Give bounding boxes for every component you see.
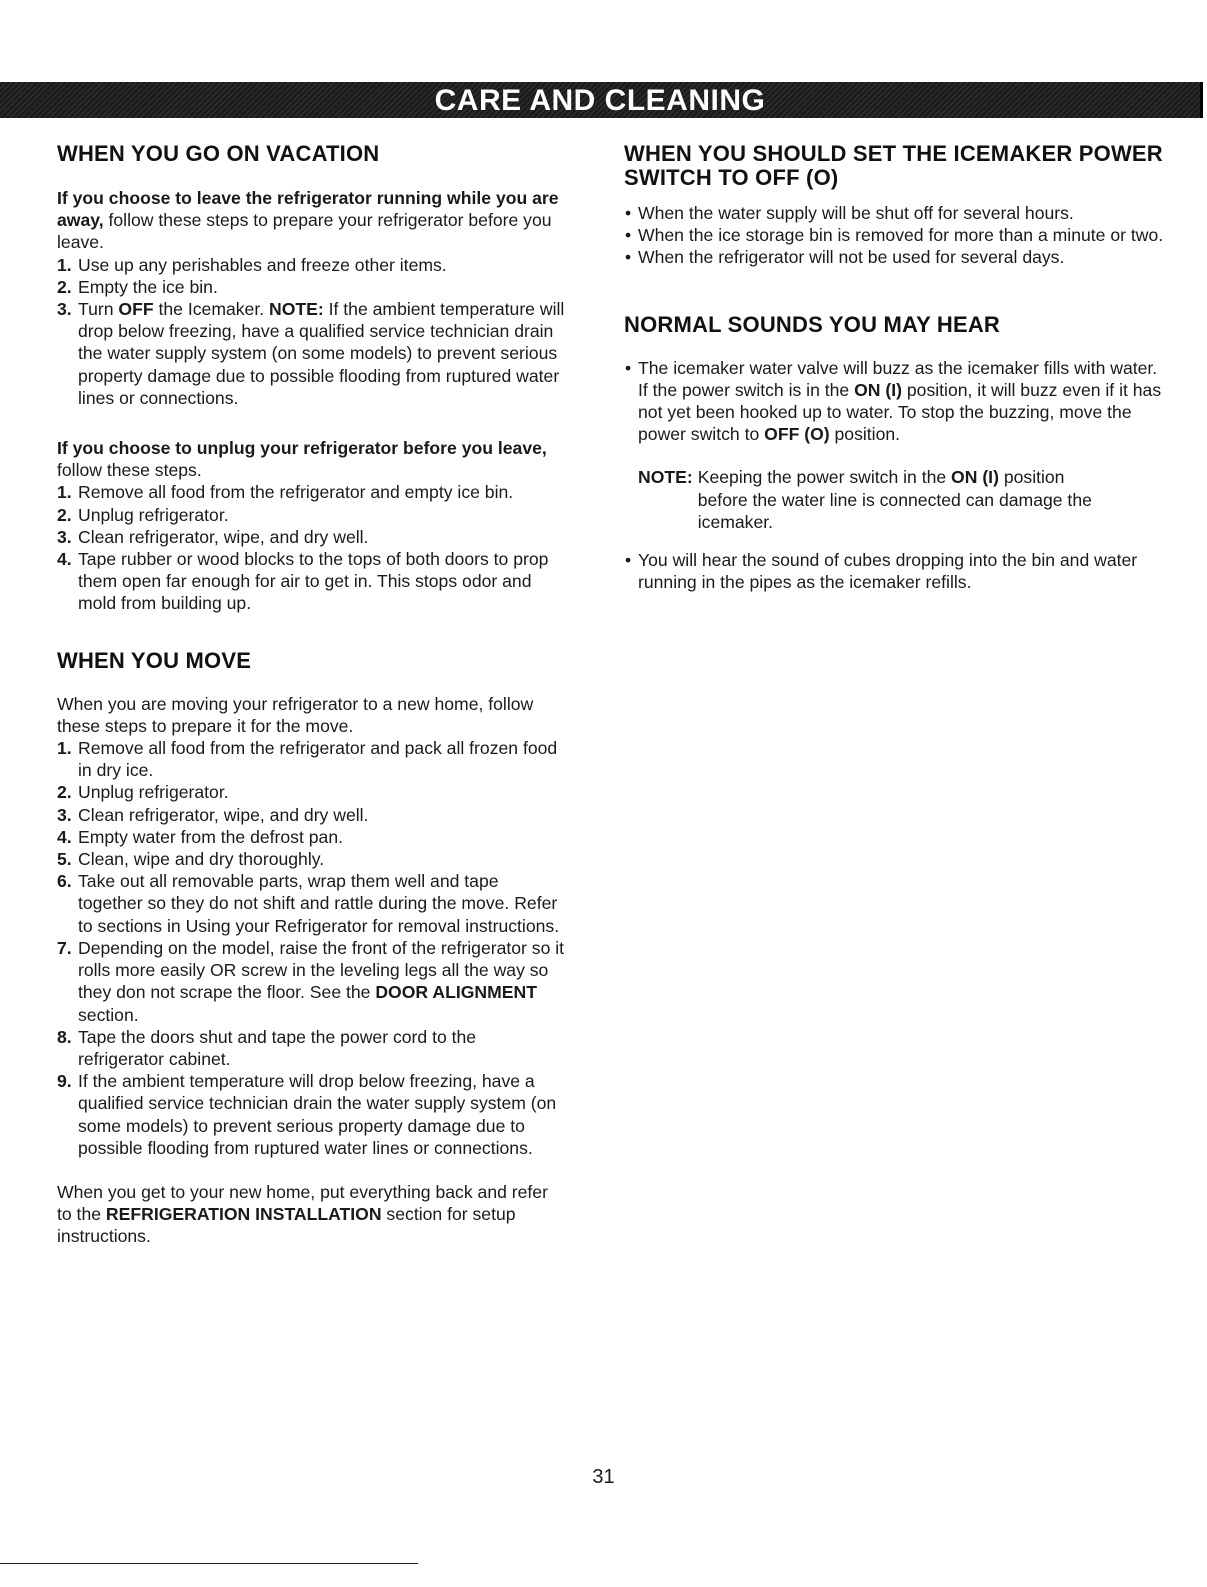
right-column <box>624 142 1164 593</box>
bullet-text: When the ice storage bin is removed for more than a minute or two. <box>638 225 1164 246</box>
step-text: Remove all food from the refrigerator and empty ice bin. <box>78 482 514 503</box>
list-item <box>57 804 567 826</box>
move-closing-text-end: section for setup instructions. <box>57 1204 516 1247</box>
list-item <box>57 1026 567 1070</box>
step-number: 2. <box>57 276 72 297</box>
step-number: 2. <box>57 504 72 525</box>
vacation-running-intro <box>57 187 567 254</box>
step-number: 6. <box>57 871 72 892</box>
step-text: Tape rubber or wood blocks to the tops of both doors to prop them open far enough for air to get in. This stops odor and mold from building up. <box>78 549 549 614</box>
list-item <box>57 937 567 1026</box>
step-number: 3. <box>57 804 72 825</box>
bullet-icon: • <box>625 550 632 571</box>
list-item <box>624 246 1164 268</box>
step-bold: OFF <box>118 299 154 320</box>
step-number: 2. <box>57 782 72 803</box>
step-text: Unplug refrigerator. <box>78 504 229 525</box>
list-item <box>57 848 567 870</box>
step-number: 4. <box>57 549 72 570</box>
step-number: 5. <box>57 849 72 870</box>
list-item <box>57 826 567 848</box>
move-closing-bold: REFRIGERATION INSTALLATION <box>105 1204 382 1225</box>
note-text-part: position before the water line is connected can damage the icemaker. <box>697 467 1092 532</box>
bullet-icon: • <box>625 357 632 378</box>
move-intro: When you are moving your refrigerator to a new home, follow these steps to prepare it for the move. <box>57 693 534 736</box>
step-text: Clean refrigerator, wipe, and dry well. <box>78 526 369 547</box>
list-item <box>57 737 567 781</box>
step-text: If the ambient temperature will drop below freezing, have a qualified service technician drain the water supply system (on some models) to prevent serious property damage due to possible flooding from ruptured water lines or connections. <box>78 1071 557 1158</box>
step-text: Clean, wipe and dry thoroughly. <box>78 849 325 870</box>
note-text-part: Keeping the power switch in the <box>697 467 952 488</box>
sounds-bullets <box>624 357 1164 446</box>
list-item <box>57 781 567 803</box>
step-number: 3. <box>57 526 72 547</box>
icemaker-heading: WHEN YOU SHOULD SET THE ICEMAKER POWER SWITCH TO OFF (O) <box>624 141 1163 190</box>
note-bold: ON (I) <box>951 467 999 488</box>
bullet-bold: ON (I) <box>854 379 902 400</box>
step-text: Remove all food from the refrigerator and pack all frozen food in dry ice. <box>78 738 558 781</box>
step-text: section. <box>78 1004 139 1025</box>
step-text: Depending on the model, raise the front of the refrigerator so it rolls more easily OR screw in the leveling legs all the way so they don not scrape the floor. See the <box>78 937 565 1003</box>
step-number: 1. <box>57 254 72 275</box>
list-item <box>57 298 567 409</box>
left-column <box>57 142 567 1248</box>
bullet-text: position. <box>829 424 901 445</box>
vacation-running-steps <box>57 254 567 409</box>
bullet-text: position, it will buzz even if it has not yet been hooked up to water. To stop the buzzing, move the power switch to <box>638 379 1162 445</box>
icemaker-bullets <box>624 202 1164 269</box>
footer-rule <box>0 1563 418 1564</box>
sounds-heading: NORMAL SOUNDS YOU MAY HEAR <box>624 311 1000 337</box>
bullet-bold: OFF (O) <box>764 424 830 445</box>
list-item <box>624 224 1164 246</box>
list-item <box>57 1070 567 1159</box>
bullet-text: The icemaker water valve will buzz as the icemaker fills with water. If the power switch is in the <box>638 357 1158 400</box>
step-text: Turn <box>78 299 119 320</box>
step-number: 4. <box>57 826 72 847</box>
step-text: Unplug refrigerator. <box>78 782 229 803</box>
step-text: Tape the doors shut and tape the power cord to the refrigerator cabinet. <box>78 1026 477 1069</box>
vacation-unplug-intro <box>57 437 567 481</box>
step-text: Empty water from the defrost pan. <box>78 826 343 847</box>
list-item <box>57 870 567 937</box>
step-text: Take out all removable parts, wrap them well and tape together so they do not shift and rattle during the move. Refer to sections in Using your Refrigerator for removal instructions. <box>78 871 560 936</box>
list-item <box>57 254 567 276</box>
step-text: Empty the ice bin. <box>78 276 218 297</box>
move-closing <box>57 1181 567 1248</box>
vacation-unplug-steps <box>57 481 567 614</box>
bullet-icon: • <box>625 203 632 223</box>
move-steps <box>57 737 567 1159</box>
vacation-running-lead-text: follow these steps to prepare your refrigerator before you leave. <box>57 210 552 253</box>
list-item <box>624 357 1164 446</box>
page-number: 31 <box>592 1466 615 1488</box>
list-item <box>57 548 567 615</box>
step-text: If the ambient temperature will drop below freezing, have a qualified service technician drain the water supply system (on some models) to prevent serious property damage due to possible flooding from ruptured water lines or connections. <box>78 299 565 408</box>
banner-title: CARE AND CLEANING <box>434 84 766 117</box>
step-number: 7. <box>57 937 72 958</box>
list-item <box>57 504 567 526</box>
list-item <box>57 481 567 503</box>
step-text: Use up any perishables and freeze other items. <box>78 254 447 275</box>
move-heading: WHEN YOU MOVE <box>57 647 252 673</box>
step-number: 1. <box>57 738 72 759</box>
list-item <box>57 276 567 298</box>
bullet-icon: • <box>625 247 632 268</box>
vacation-unplug-lead: If you choose to unplug your refrigerator before you leave, <box>57 438 547 459</box>
move-closing-text: When you get to your new home, put everything back and refer to the <box>57 1181 548 1225</box>
step-text: Clean refrigerator, wipe, and dry well. <box>78 804 369 825</box>
step-bold: DOOR ALIGNMENT <box>375 982 537 1003</box>
vacation-heading: WHEN YOU GO ON VACATION <box>57 141 380 166</box>
list-item <box>624 549 1164 593</box>
step-number: 3. <box>57 299 72 320</box>
step-number: 1. <box>57 482 72 503</box>
bullet-text: When the refrigerator will not be used for several days. <box>638 247 1065 268</box>
bullet-text: You will hear the sound of cubes dropping into the bin and water running in the pipes as the icemaker refills. <box>638 550 1138 593</box>
step-number: 8. <box>57 1026 72 1047</box>
vacation-unplug-lead-text: follow these steps. <box>57 460 202 481</box>
note-label: NOTE: <box>638 467 693 488</box>
note-text <box>698 466 1108 533</box>
step-text: the Icemaker. <box>153 299 269 320</box>
note-label: NOTE: <box>269 299 324 320</box>
sounds-note <box>638 466 1164 533</box>
list-item <box>624 202 1164 224</box>
sounds-bullets-2 <box>624 549 1164 593</box>
bullet-icon: • <box>625 225 632 246</box>
bullet-text: When the water supply will be shut off for several hours. <box>638 203 1074 223</box>
vacation-running-lead: If you choose to leave the refrigerator running while you are away, <box>57 188 559 231</box>
section-banner <box>0 82 1203 118</box>
list-item <box>57 526 567 548</box>
step-number: 9. <box>57 1071 72 1092</box>
